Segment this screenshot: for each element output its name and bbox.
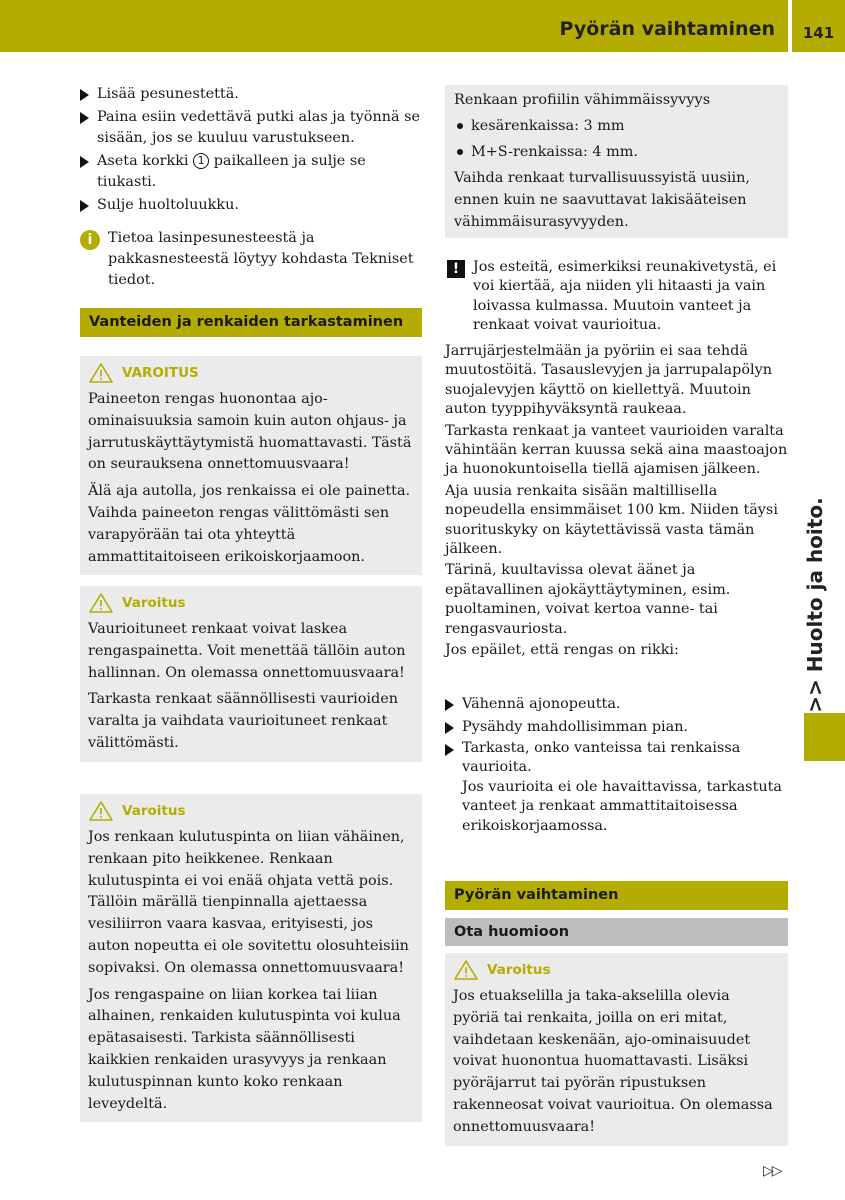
list-item: Lisää pesunestettä.: [80, 84, 422, 106]
bullet-dot-icon: [457, 149, 463, 155]
list-item: Aseta korkki 1 paikalleen ja sulje se tiukasti.: [80, 151, 422, 194]
warning-text: Jos etuakselilla ja taka-akselilla olevia pyöriä tai renkaita, joilla on eri mitat, vaihdetaan keskenään, ajo-ominaisuudet voivat huonontua huomattavasti. Lisäksi pyöräjarrut tai pyörän ripustuksen rakenneosat voivat vaurioitua. On olemassa onnettomuusvaara!: [453, 988, 773, 1135]
warning-box: Varoitus Vaurioituneet renkaat voivat laskea rengaspainetta. Voit menettää tällöin auton hallinnan. On olemassa onnettomuusvaara! Tarkasta renkaat säännöllisesti vaurioiden varalta ja vaihdata vaurioituneet renkaat välittömästi.: [80, 586, 422, 762]
warning-text: Älä aja autolla, jos renkaissa ei ole painetta. Vaihda paineeton rengas välittömästi sen varapyörään tai ota yhteyttä ammattitaitoiseen erikoiskorjaamoon.: [88, 483, 411, 565]
info-note: i Tietoa lasinpesunesteestä ja pakkasnesteestä löytyy kohdasta Tekniset tiedot.: [80, 228, 422, 291]
damage-steps-list: [445, 694, 788, 837]
bullet-triangle-icon: [80, 112, 89, 124]
list-item: Vähennä ajonopeutta.: [445, 694, 788, 716]
bullet-triangle-icon: [445, 744, 454, 756]
damage-note: ! Jos esteitä, esimerkiksi reunakivetystä, ei voi kiertää, aja niiden yli hitaasti ja vain loivassa kulmassa. Muutoin vanteet ja renkaat voivat vaurioitua.: [445, 258, 788, 335]
chapter-side-label: [790, 497, 840, 713]
body-paragraph: Tärinä, kuultavissa olevat äänet ja epätavallinen ajokäyttäytyminen, esim. puoltaminen, voivat kertoa vanne- tai rengasvauriosta.: [445, 562, 731, 637]
warning-triangle-icon: [88, 592, 114, 614]
chapter-label-text: >> Huolto ja hoito.: [803, 497, 827, 713]
warning-triangle-icon: [88, 362, 114, 384]
warning-text: Vaurioituneet renkaat voivat laskea rengaspainetta. Voit menettää tällöin auton hallinnan. On olemassa onnettomuusvaara!: [88, 621, 406, 681]
warning-text: Jos rengaspaine on liian korkea tai liian alhainen, renkaiden kulutuspinta voi kulua epätasaisesti. Tarkista säännöllisesti kaikkien renkaiden urasyvyys ja renkaan kulutuspinnan kunto koko renkaan leveydeltä.: [88, 986, 401, 1112]
bullet-triangle-icon: [445, 722, 454, 734]
tread-depth-box: [445, 85, 788, 238]
page-title: Pyörän vaihtaminen: [559, 18, 775, 40]
list-item: M+S-renkaissa: 4 mm.: [454, 141, 779, 163]
warning-triangle-icon: [88, 800, 114, 822]
body-paragraph: Jos epäilet, että rengas on rikki:: [445, 642, 679, 659]
warning-text: Paineeton rengas huonontaa ajo-ominaisuuksia samoin kuin auton ohjaus- ja jarrutuskäyttäytymistä huomattavasti. Tästä on seurauksena onnettomuusvaara!: [88, 391, 412, 473]
tread-depth-text: Vaihda renkaat turvallisuussyistä uusiin, ennen kuin ne saavuttavat lakisääteisen vähimmäisurasyvyyden.: [454, 170, 750, 230]
exclamation-icon: !: [447, 260, 465, 278]
warning-box: VAROITUS Paineeton rengas huonontaa ajo-ominaisuuksia samoin kuin auton ohjaus- ja jarrutuskäyttäytymistä huomattavasti. Tästä on seurauksena onnettomuusvaara! Älä aja autolla, jos renkaissa ei ole painetta. Vaihda paineeton rengas välittömästi sen varapyörään tai ota yhteyttä ammattitaitoiseen erikoiskorjaamoon.: [80, 356, 422, 575]
bullet-triangle-icon: [80, 156, 89, 168]
bullet-triangle-icon: [80, 200, 89, 212]
list-item: Tarkasta, onko vanteissa tai renkaissa vaurioita. Jos vaurioita ei ole havaittavissa, tarkastuta vanteet ja renkaat ammattitaitoisessa erikoiskorjaamossa.: [445, 739, 788, 836]
body-paragraph: Jarrujärjestelmään ja pyöriin ei saa tehdä muutostöitä. Tasauslevyjen ja jarrupalapölyn suojalevyjen käyttö on kiellettyä. Muutoin auton tyyppihyväksyntä raukeaa.: [445, 343, 772, 418]
section-heading-rims-tyres: Vanteiden ja renkaiden tarkastaminen: [80, 308, 422, 337]
info-icon: i: [80, 230, 100, 250]
subheading-note: Ota huomioon: [445, 918, 788, 946]
section-heading-wheel-change: Pyörän vaihtaminen: [445, 881, 788, 910]
left-column: [80, 84, 422, 217]
body-paragraph: Tarkasta renkaat ja vanteet vaurioiden varalta vähintään kerran kuussa sekä aina maastoajon ja huonokuntoisella tiellä ajamisen jälkeen.: [445, 422, 788, 478]
body-paragraph: Aja uusia renkaita sisään maltillisella nopeudella ensimmäiset 100 km. Niiden täysi suorituskyky on käytettävissä vasta tämän jälkeen.: [445, 482, 778, 558]
right-body-text: [445, 342, 788, 661]
warning-box: Varoitus Jos renkaan kulutuspinta on liian vähäinen, renkaan pito heikkenee. Renkaan kulutuspinta ei voi enää ohjata vettä pois. Tällöin märällä tienpinnalla ajettaessa vesiliirron vaara kasvaa, erityisesti, jos auton nopeutta ei ole sovitettu olosuhteisiin sopivaksi. On olemassa onnettomuusvaara! Jos rengaspaine on liian korkea tai liian alhainen, renkaiden kulutuspinta voi kulua epätasaisesti. Tarkista säännöllisesti kaikkien renkaiden urasyvyys ja renkaan kulutuspinnan kunto koko renkaan leveydeltä.: [80, 794, 422, 1122]
chapter-tab-marker: [804, 713, 845, 761]
tread-depth-title: Renkaan profiilin vähimmäissyvyys: [454, 92, 711, 108]
warning-text: Jos renkaan kulutuspinta on liian vähäinen, renkaan pito heikkenee. Renkaan kulutuspinta ei voi enää ohjata vettä pois. Tällöin märällä tienpinnalla ajettaessa vesiliirron vaara kasvaa, erityisesti, jos auton nopeutta ei ole sovitettu olosuhteisiin sopivaksi. On olemassa onnettomuusvaara!: [88, 829, 409, 976]
warning-triangle-icon: [453, 959, 479, 981]
instruction-list: [80, 84, 422, 216]
warning-box: Varoitus Jos etuakselilla ja taka-akselilla olevia pyöriä tai renkaita, joilla on eri mitat, vaihdetaan keskenään, ajo-ominaisuudet voivat huonontua huomattavasti. Lisäksi pyöräjarrut tai pyörän ripustuksen rakenneosat voivat vaurioitua. On olemassa onnettomuusvaara!: [445, 953, 788, 1146]
list-item: kesärenkaissa: 3 mm: [454, 115, 779, 137]
cap-marker-icon: 1: [193, 153, 209, 169]
bullet-triangle-icon: [80, 89, 89, 101]
list-item: Paina esiin vedettävä putki alas ja työnnä se sisään, jos se kuuluu varustukseen.: [80, 107, 422, 150]
bullet-dot-icon: [457, 123, 463, 129]
continue-arrows-icon: ▷▷: [763, 1163, 781, 1179]
bullet-triangle-icon: [445, 699, 454, 711]
page-number: 141: [802, 24, 835, 42]
list-item: Pysähdy mahdollisimman pian.: [445, 717, 788, 739]
warning-text: Tarkasta renkaat säännöllisesti vaurioiden varalta ja vaihdata vaurioituneet renkaat välittömästi.: [88, 691, 398, 751]
list-item: Sulje huoltoluukku.: [80, 195, 422, 217]
